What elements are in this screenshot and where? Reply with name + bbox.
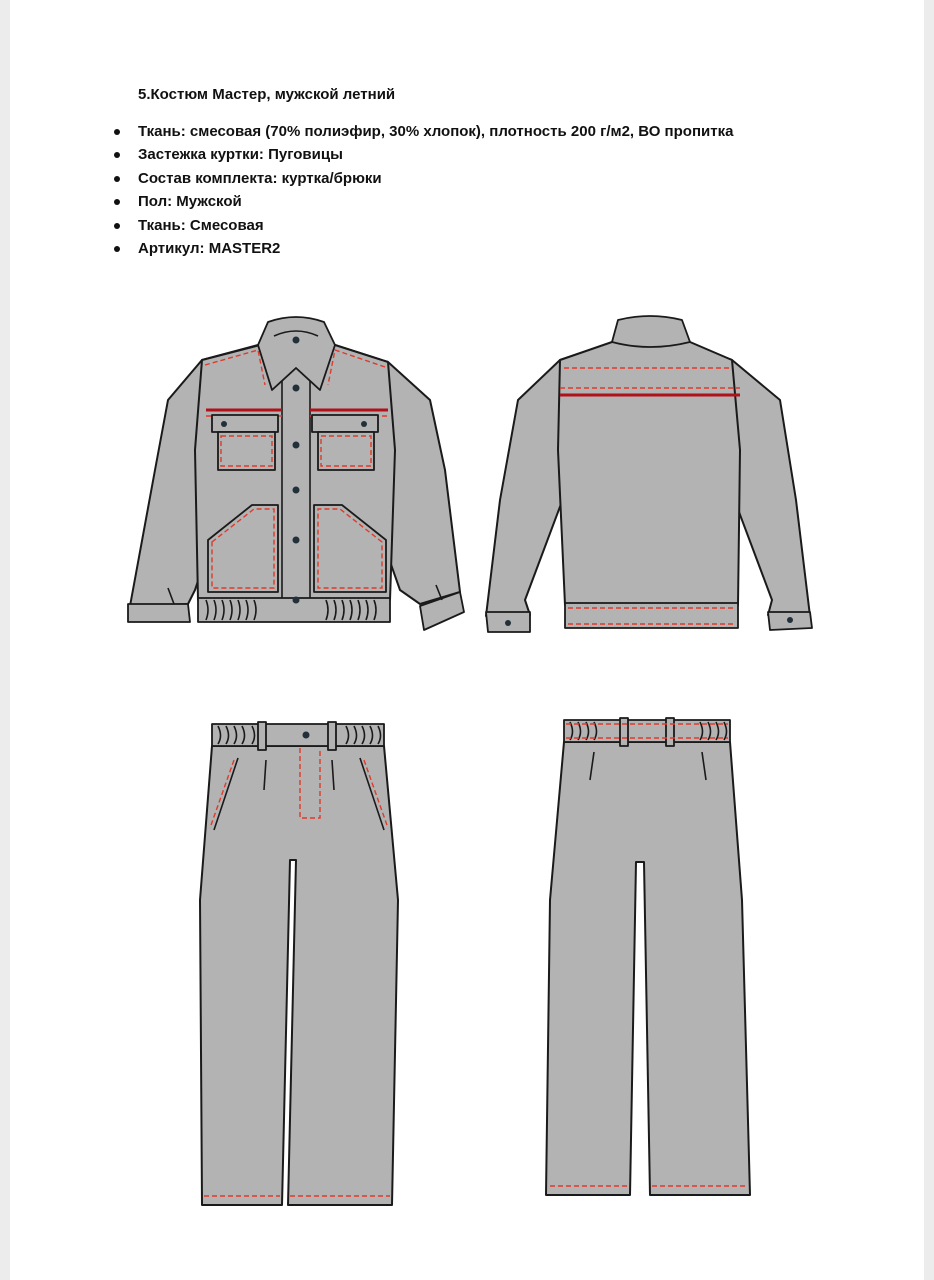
spec-item-set: Состав комплекта: куртка/брюки [110, 167, 733, 190]
spec-item-fabric-type: Ткань: Смесовая [110, 214, 733, 237]
spec-item-fabric: Ткань: смесовая (70% полиэфир, 30% хлопок), плотность 200 г/м2, ВО пропитка [110, 120, 733, 143]
spec-item-gender: Пол: Мужской [110, 190, 733, 213]
jacket-front-drawing [128, 317, 464, 630]
trousers-front-drawing [200, 722, 398, 1205]
spec-item-fastener: Застежка куртки: Пуговицы [110, 143, 733, 166]
product-title: 5.Костюм Мастер, мужской летний [138, 86, 396, 103]
trousers-back-drawing [546, 718, 750, 1195]
spec-item-article: Артикул: MASTER2 [110, 237, 733, 260]
jacket-back-drawing [486, 316, 812, 632]
